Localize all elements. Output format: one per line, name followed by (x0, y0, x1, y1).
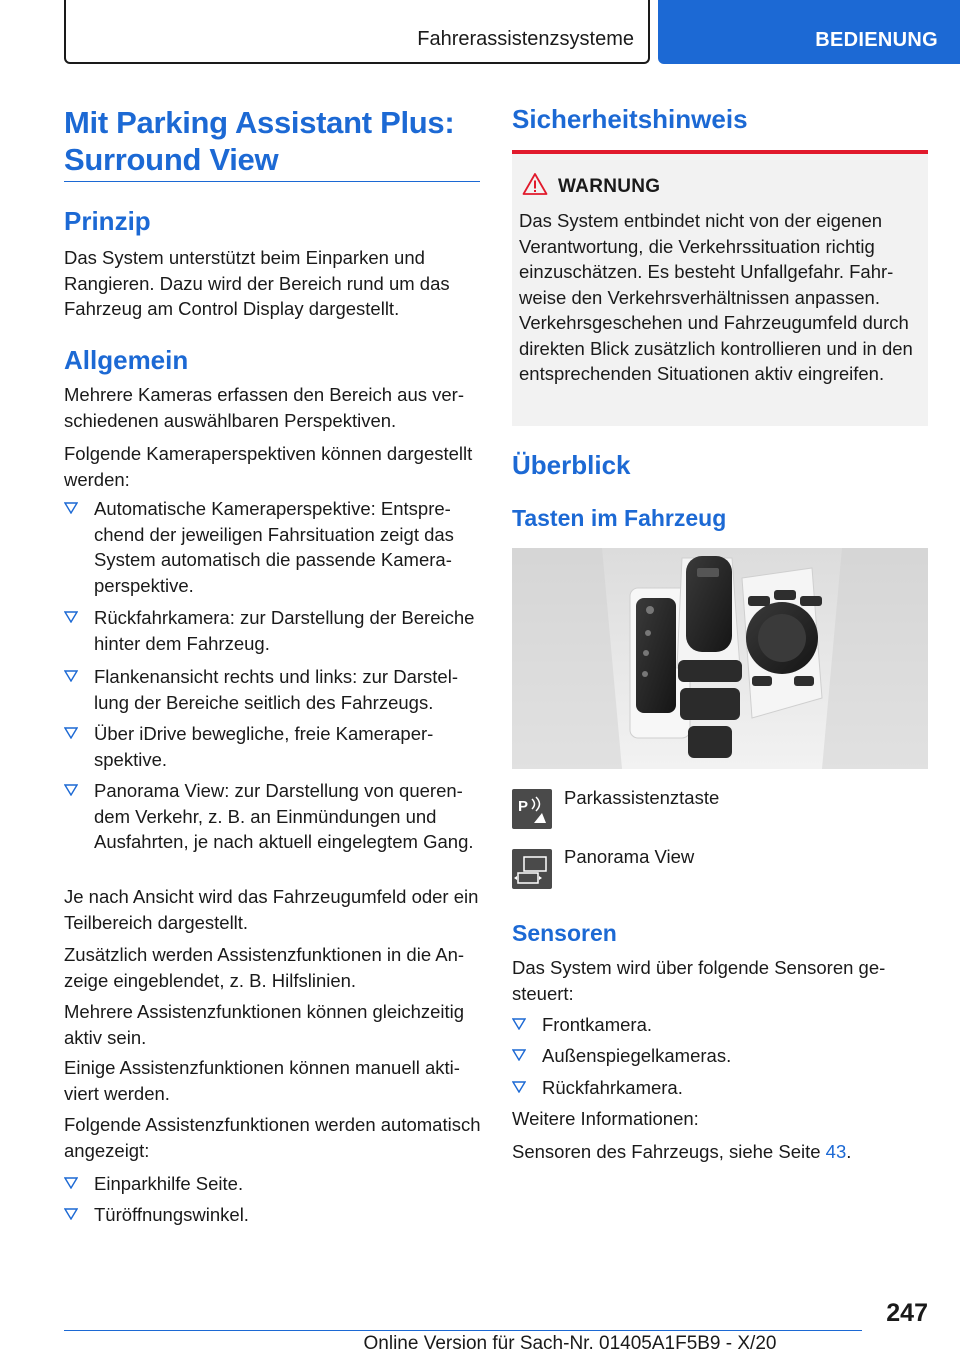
triangle-bullet-icon (64, 727, 78, 739)
prinzip-text: Das System unterstützt beim Einparken und Rangieren. Dazu wird der Bereich rund um das Fahrzeug am Control Display dargestellt. (64, 247, 450, 319)
heading-prinzip: Prinzip (64, 206, 151, 236)
header-chapter-label: BEDIENUNG (815, 29, 938, 51)
page-title-line1: Mit Parking Assistant Plus: (64, 105, 455, 140)
allgemein-p6: Einige Assistenzfunktionen können manuell aktiviert werden. (64, 1057, 460, 1104)
header-section-box (64, 0, 650, 64)
allgemein-p5: Mehrere Assistenzfunktionen können gleichzeitig aktiv sein. (64, 1001, 465, 1048)
page-title-line2: Surround View (64, 142, 279, 177)
header-chapter-tab[interactable] (658, 0, 960, 64)
center-console-photo (512, 548, 928, 769)
heading-sicherheitshinweis: Sicherheitshinweis (512, 104, 748, 134)
footer-rule (64, 1330, 862, 1331)
page-reference-link[interactable]: 43 (825, 1141, 847, 1162)
title-rule (64, 181, 480, 182)
reference-end: . (846, 1141, 852, 1162)
svg-text:P: P (518, 798, 529, 815)
warning-box (512, 150, 928, 426)
park-assist-icon (512, 789, 552, 829)
panorama-view-icon (512, 849, 552, 889)
header-section-title: Fahrerassistenzsysteme (417, 28, 634, 50)
triangle-bullet-icon (64, 784, 78, 796)
allgemein-p1: Mehrere Kameras erfassen den Bereich aus verschiedenen auswählbaren Perspektiven. (64, 384, 465, 431)
allgemein-p4: Zusätzlich werden Assistenzfunktionen in die Anzeige eingeblendet, z. B. Hilfslinien. (64, 944, 465, 991)
sensoren-text: Das System wird über folgende Sensoren gesteuert: (512, 957, 886, 1004)
heading-ueberblick: Überblick (512, 450, 631, 480)
footer-online-version: Online Version für Sach-Nr. 01405A1F5B9 - X/20 (363, 1333, 777, 1354)
allgemein-p2: Folgende Kameraperspektiven können dargestellt werden: (64, 443, 473, 490)
triangle-bullet-icon (512, 1081, 526, 1093)
center-console-illustration (512, 548, 928, 769)
warning-title: WARNUNG (558, 176, 661, 197)
key-label-park-assist: Parkassistenztaste (564, 787, 720, 808)
triangle-bullet-icon (64, 1208, 78, 1220)
triangle-bullet-icon (512, 1018, 526, 1030)
warning-text: Das System entbindet nicht von der eigenen Verantwortung, die Verkehrssituation richtig einzuschätzen. Es besteht Unfallgefahr. Fahrweise den Verkehrsverhältnissen anpassen. Verkehrsgeschehen und Fahrzeugumfeld durch direkten Blick zusätzlich kontrollieren und in den entsprechenden Situationen aktiv eingreifen. (519, 210, 913, 384)
page-number: 247 (886, 1299, 928, 1327)
allgemein-p7: Folgende Assistenzfunktionen werden automatisch angezeigt: (64, 1114, 481, 1161)
sensoren-info: Weitere Informationen: (512, 1108, 699, 1129)
triangle-bullet-icon (64, 1177, 78, 1189)
warning-triangle-icon (522, 172, 548, 196)
heading-sensoren: Sensoren (512, 920, 617, 946)
triangle-bullet-icon (64, 502, 78, 514)
triangle-bullet-icon (64, 670, 78, 682)
key-label-panorama: Panorama View (564, 846, 695, 867)
triangle-bullet-icon (512, 1049, 526, 1061)
allgemein-p3: Je nach Ansicht wird das Fahrzeugumfeld oder ein Teilbereich dargestellt. (64, 886, 479, 933)
sensoren-reference (512, 1139, 932, 1165)
triangle-bullet-icon (64, 611, 78, 623)
heading-tasten: Tasten im Fahrzeug (512, 505, 727, 531)
heading-allgemein: Allgemein (64, 345, 189, 375)
reference-text: Sensoren des Fahrzeugs, siehe Seite (512, 1141, 826, 1162)
